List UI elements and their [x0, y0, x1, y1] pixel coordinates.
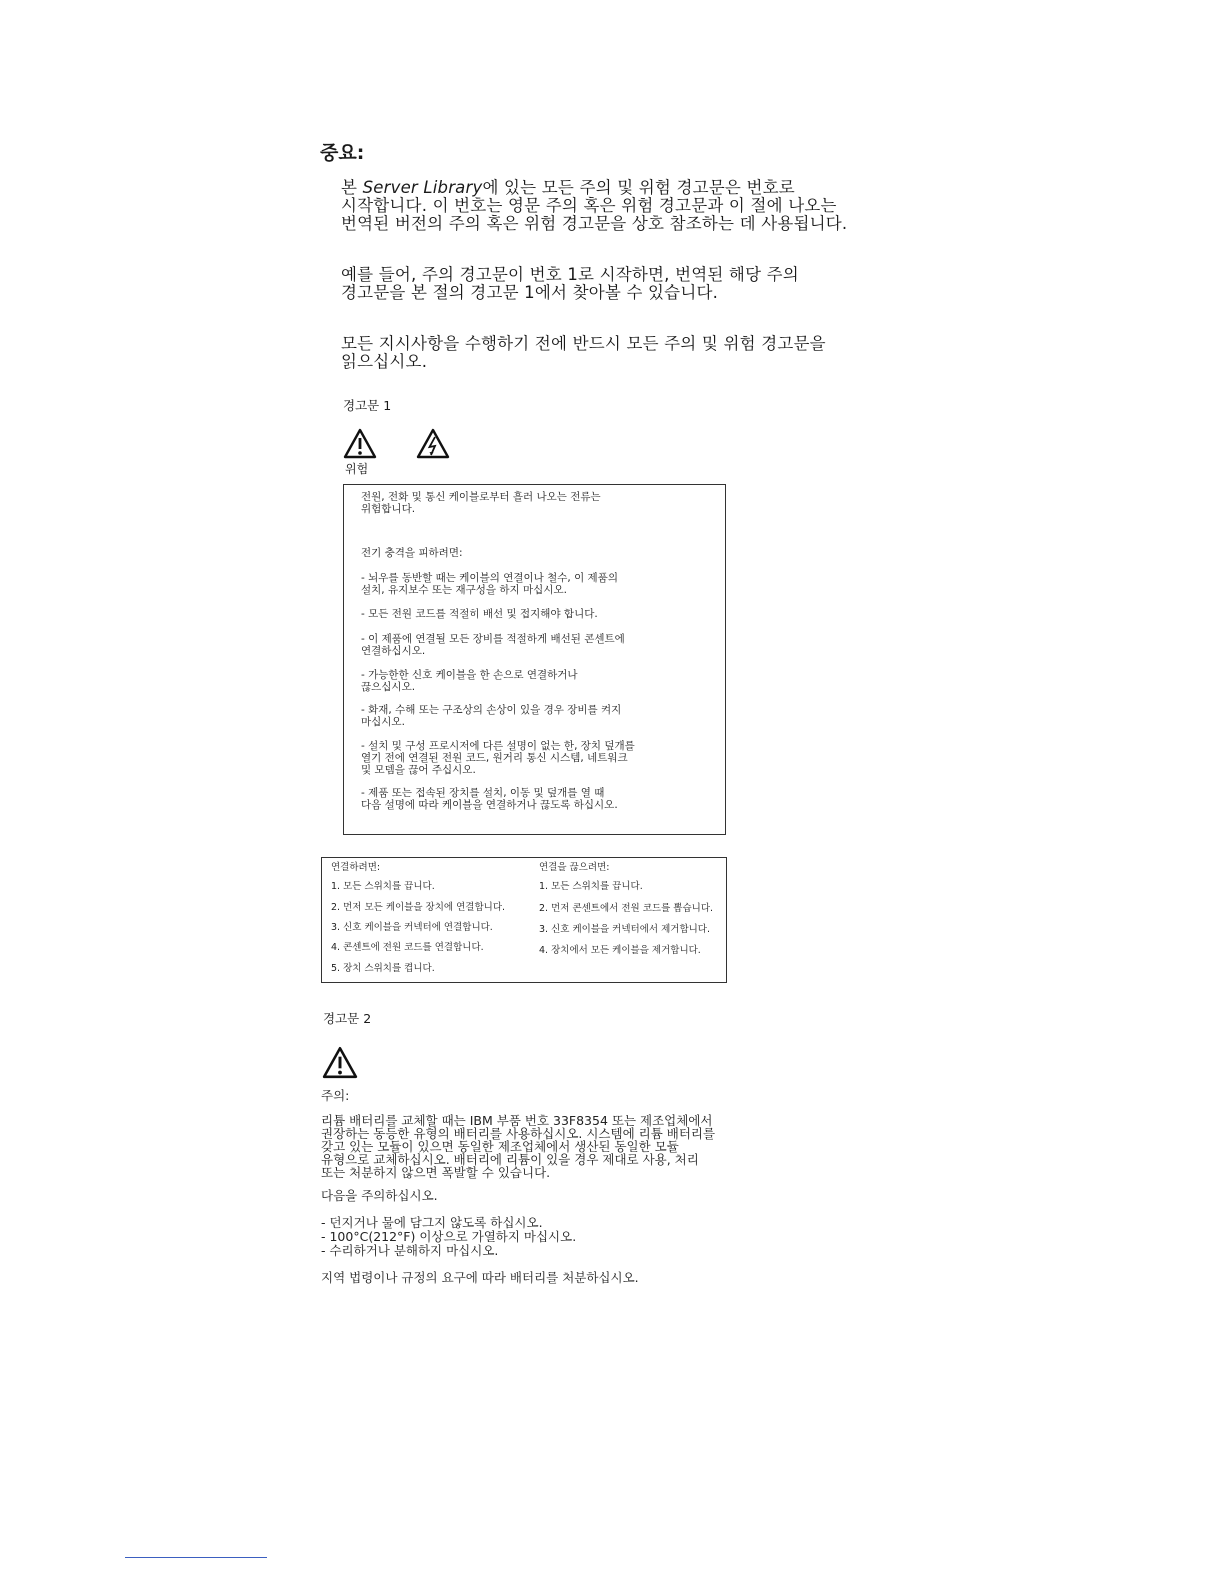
disconnect-title: 연결을 끊으려면:	[539, 862, 610, 873]
intro-p2-line1: 예를 들어, 주의 경고문이 번호 1로 시작하면, 번역된 해당 주의	[341, 265, 799, 284]
intro-paragraph-3	[341, 335, 826, 371]
danger-line: 설치, 유지보수 또는 재구성을 하지 마십시오.	[361, 584, 567, 596]
danger-box	[343, 484, 726, 835]
intro-p1-line1: 본 Server Library에 있는 모든 주의 및 위험 경고문은 번호로	[341, 178, 795, 197]
disconnect-step: 2. 먼저 콘센트에서 전원 코드를 뽑습니다.	[539, 903, 714, 914]
connect-step: 1. 모든 스위치를 끕니다.	[331, 881, 435, 892]
intro-p3-line1: 모든 지시사항을 수행하기 전에 반드시 모든 주의 및 위험 경고문을	[341, 334, 826, 353]
danger-line: 마십시오.	[361, 716, 405, 728]
danger-word: 위험	[345, 462, 369, 476]
danger-line: 끊으십시오.	[361, 681, 416, 693]
danger-line: - 제품 또는 접속된 장치를 설치, 이동 및 덮개를 열 때	[361, 787, 605, 799]
caution-body-line: 리튬 배터리를 교체할 때는 IBM 부품 번호 33F8354 또는 제조업체에서	[321, 1113, 713, 1128]
intro-p1-line3: 번역된 버전의 주의 혹은 위험 경고문을 상호 참조하는 데 사용됩니다.	[341, 214, 848, 233]
danger-line: - 화재, 수해 또는 구조상의 손상이 있을 경우 장비를 켜지	[361, 704, 622, 716]
intro-p3-line2: 읽으십시오.	[341, 352, 428, 371]
intro-p1-line2: 시작합니다. 이 번호는 영문 주의 혹은 위험 경고문과 이 절에 나오는	[341, 196, 837, 215]
connect-step: 2. 먼저 모든 케이블을 장치에 연결합니다.	[331, 902, 506, 913]
statement-1-label: 경고문 1	[343, 398, 392, 413]
danger-line: 위험합니다.	[361, 503, 416, 515]
danger-line: - 이 제품에 연결될 모든 장비를 적절하게 배선된 콘센트에	[361, 633, 625, 645]
statement-2-label: 경고문 2	[323, 1011, 372, 1026]
disconnect-step: 3. 신호 케이블을 커넥터에서 제거합니다.	[539, 924, 710, 935]
danger-line: 전원, 전화 및 통신 케이블로부터 흘러 나오는 전류는	[361, 491, 601, 503]
caution-note: 다음을 주의하십시오.	[321, 1188, 438, 1203]
electrical-hazard-icon	[416, 428, 450, 463]
danger-line: 및 모뎀을 끊어 주십시오.	[361, 764, 476, 776]
connect-step: 4. 콘센트에 전원 코드를 연결합니다.	[331, 942, 484, 953]
intro-p2-line2: 경고문을 본 절의 경고문 1에서 찾아볼 수 있습니다.	[341, 283, 719, 302]
danger-line: - 모든 전원 코드를 적절히 배선 및 접지해야 합니다.	[361, 608, 598, 620]
caution-body-line: 권장하는 동등한 유형의 배터리를 사용하십시오. 시스템에 리튬 배터리를	[321, 1126, 716, 1141]
danger-line: - 가능한한 신호 케이블을 한 손으로 연결하거나	[361, 669, 578, 681]
caution-body-line: 또는 처분하지 않으면 폭발할 수 있습니다.	[321, 1165, 551, 1180]
server-library-title: Server Library	[362, 178, 483, 197]
danger-line: 전기 충격을 피하려면:	[361, 547, 463, 559]
connect-step: 3. 신호 케이블을 커넥터에 연결합니다.	[331, 922, 493, 933]
danger-line: 연결하십시오.	[361, 645, 426, 657]
disposal-instruction: 지역 법령이나 규정의 요구에 따라 배터리를 처분하십시오.	[321, 1270, 639, 1285]
caution-triangle-icon	[322, 1046, 358, 1083]
connect-disconnect-box	[321, 857, 727, 983]
caution-bullet: - 던지거나 물에 담그지 않도록 하십시오.	[321, 1215, 543, 1230]
connect-title: 연결하려면:	[331, 862, 381, 873]
intro-paragraph-1	[341, 179, 847, 233]
danger-line: - 설치 및 구성 프로시저에 다른 설명이 없는 한, 장치 덮개를	[361, 740, 635, 752]
caution-body-line: 갖고 있는 모듈이 있으면 동일한 제조업체에서 생산된 동일한 모듈	[321, 1139, 679, 1154]
danger-line: - 뇌우를 동반할 때는 케이블의 연결이나 철수, 이 제품의	[361, 572, 618, 584]
footer-divider	[125, 1557, 267, 1558]
caution-bullet: - 100°C(212°F) 이상으로 가열하지 마십시오.	[321, 1229, 577, 1244]
danger-line: 열기 전에 연결된 전원 코드, 원거리 통신 시스템, 네트워크	[361, 752, 628, 764]
connect-step: 5. 장치 스위치를 켭니다.	[331, 963, 435, 974]
disconnect-step: 1. 모든 스위치를 끕니다.	[539, 881, 643, 892]
caution-bullet: - 수리하거나 분해하지 마십시오.	[321, 1243, 499, 1258]
danger-line: 다음 설명에 따라 케이블을 연결하거나 끊도록 하십시오.	[361, 799, 618, 811]
caution-word: 주의:	[321, 1088, 350, 1103]
caution-triangle-icon	[343, 428, 377, 463]
intro-paragraph-2	[341, 266, 799, 302]
page-heading: 중요:	[320, 142, 365, 164]
caution-body-line: 유형으로 교체하십시오. 배터리에 리튬이 있을 경우 제대로 사용, 처리	[321, 1152, 699, 1167]
disconnect-step: 4. 장치에서 모든 케이블을 제거합니다.	[539, 945, 701, 956]
